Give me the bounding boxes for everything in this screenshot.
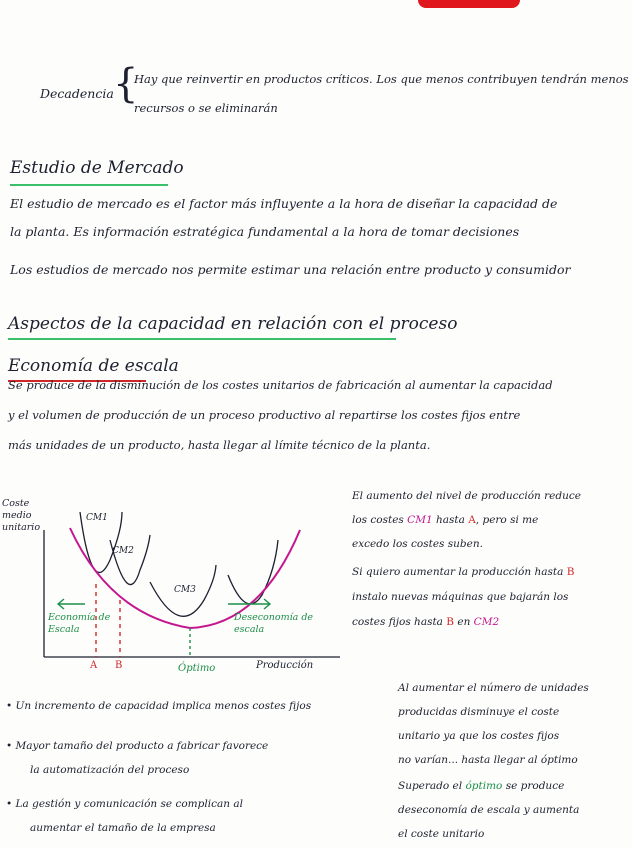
economia-title: Economía de escala [8,356,179,376]
cm2-label: CM2 [112,546,134,556]
optimo-label: Óptimo [178,663,216,674]
bullet-2b: la automatización del proceso [30,764,190,776]
right-note-line-3: unitario ya que los costes fijos [398,730,560,742]
diagram-ylabel: Coste medio unitario [2,498,41,533]
right-note-line-1: Al aumentar el número de unidades [398,682,589,694]
estudio-title: Estudio de Mercado [10,158,184,178]
economia-paragraph-3: más unidades de un producto, hasta llegar al límite técnico de la planta. [8,438,431,452]
side-note-line-5: instalo nuevas máquinas que bajarán los [352,591,569,603]
right-note-line-5: Superado el óptimo se produce [398,780,565,792]
right-note-line-2: producidas disminuye el coste [398,706,560,718]
cm4-curve [228,540,278,604]
economia-paragraph-2: y el volumen de producción de un proceso productivo al repartirse los costes fijos entre [8,408,521,422]
right-note-line-6: deseconomía de escala y aumenta [398,804,580,816]
deseconomia-region-label: Deseconomía de escala [234,612,314,635]
bullet-3b: aumentar el tamaño de la empresa [30,822,216,834]
estudio-paragraph-1a: El estudio de mercado es el factor más influyente a la hora de diseñar la capacidad de [10,196,558,211]
side-note-line-4: Si quiero aumentar la producción hasta B [352,566,575,578]
estudio-paragraph-2: Los estudios de mercado nos permite estimar una relación entre producto y consumidor [10,262,571,277]
decadencia-line-1: Hay que reinvertir en productos críticos. Los que menos contribuyen tendrán menos [134,72,629,86]
economia-paragraph-1: Se produce de la disminución de los costes unitarios de fabricación al aumentar la capacidad [8,378,553,392]
economia-region-label: Economía de Escala [48,612,111,635]
brace-icon: { [113,61,139,107]
side-note-line-6: costes fijos hasta B en CM2 [352,616,500,628]
diagram-xlabel: Producción [256,660,314,671]
right-note-line-7: el coste unitario [398,828,485,840]
decadencia-label: Decadencia [40,86,114,101]
bullet-1: • Un incremento de capacidad implica menos costes fijos [6,700,311,712]
side-note-line-3: excedo los costes suben. [352,538,483,550]
cm1-label: CM1 [86,513,108,523]
point-a-label: A [90,660,98,671]
aspectos-title: Aspectos de la capacidad en relación con el proceso [8,314,458,334]
cm3-label: CM3 [174,585,196,595]
side-note-line-1: El aumento del nivel de producción reduce [352,490,581,502]
decadencia-line-2: recursos o se eliminarán [134,101,278,115]
side-note-line-2: los costes CM1 hasta A, pero si me [352,514,539,526]
estudio-paragraph-1b: la planta. Es información estratégica fundamental a la hora de tomar decisiones [10,224,520,239]
bullet-3a: • La gestión y comunicación se complican al [6,798,243,810]
bullet-2a: • Mayor tamaño del producto a fabricar favorece [6,740,268,752]
right-note-line-4: no varían... hasta llegar al óptimo [398,754,578,766]
point-b-label: B [115,660,123,671]
